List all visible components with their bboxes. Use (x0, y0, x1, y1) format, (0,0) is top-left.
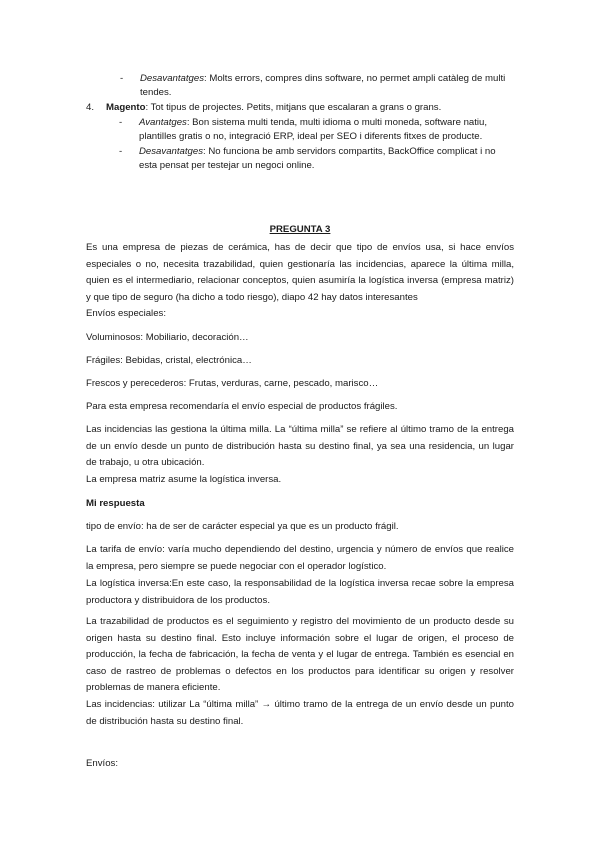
list-item-disadvantages (86, 72, 516, 100)
shipping-type-line: tipo de envío: ha de ser de carácter especial ya que es un producto frágil. (86, 521, 399, 532)
dash-bullet: - (119, 146, 123, 157)
magento-title: Magento (106, 102, 146, 113)
advantages-text: : Bon sistema multi tenda, multi idioma o multi moneda, software natiu, plantilles gratis o no, integració ERP, ideal per SEO i diferents fitxes de producte. (139, 117, 488, 142)
section-heading: PREGUNTA 3 (269, 224, 331, 235)
list-item-magento (86, 101, 516, 115)
voluminous-line: Voluminosos: Mobiliario, decoración… (86, 332, 249, 343)
recommendation-line: Para esta empresa recomendaría el envío especial de productos frágiles. (86, 401, 398, 412)
reverse-logistics-line: La empresa matriz asume la logística inversa. (86, 474, 282, 485)
magento-sublist (86, 116, 516, 173)
fresh-line: Frescos y perecederos: Frutas, verduras, carne, pescado, marisco… (86, 378, 379, 389)
special-shipments-label: Envíos especiales: (86, 308, 166, 319)
magento-text: : Tot tipus de projectes. Petits, mitjans que escalaran a grans o grans. (145, 102, 442, 113)
incidences-paragraph: Las incidencias las gestiona la última milla. La “última milla” se refiere al último tramo de la entrega de un envío desde un punto de distribución hasta su destino final, ya sea una residencia, un lugar de trabajo, u otra ubicación. (86, 424, 514, 468)
shipping-rate-paragraph: La tarifa de envío: varía mucho dependiendo del destino, urgencia y número de envíos que realice la empresa, pero siempre se puede negociar con el operador logístico. (86, 544, 514, 572)
fragile-line: Frágiles: Bebidas, cristal, electrónica… (86, 355, 252, 366)
incidences-answer-paragraph: Las incidencias: utilizar La “última milla” → último tramo de la entrega de un envío desde un punto de distribución hasta su destino final. (86, 699, 514, 727)
list-item-advantages (119, 116, 516, 144)
platforms-list (86, 72, 516, 174)
list-number: 4. (86, 102, 95, 113)
list-item-disadvantages-magento (119, 145, 516, 173)
disadvantages-label: Desavantatges (139, 146, 203, 157)
disadvantages-label: Desavantatges (140, 73, 204, 84)
dash-bullet: - (119, 117, 123, 128)
advantages-label: Avantatges (139, 117, 187, 128)
traceability-paragraph: La trazabilidad de productos es el seguimiento y registro del movimiento de un producto desde su origen hasta su destino final. Esto incluye información sobre el lugar de origen, el proceso de producción, la fecha de fabricación, la fecha de venta y el lugar de entrega. También es esencial en caso de rastreo de problemas o defectos en los productos para identificar su origen y resolver problemas de manera eficiente. (86, 616, 514, 693)
disadvantages-text: : No funciona be amb servidors compartits, BackOffice complicat i no esta pensat per testejar un negoci online. (139, 146, 496, 171)
dash-bullet: - (120, 73, 124, 84)
shipments-label: Envíos: (86, 758, 118, 769)
reverse-logistics-paragraph: La logística inversa:En este caso, la responsabilidad de la logística inversa recae sobre la empresa productora y distribuidora de los productos. (86, 578, 514, 606)
my-answer-heading: Mi respuesta (86, 498, 145, 509)
disadvantages-text: : Molts errors, compres dins software, no permet ampli catàleg de multi tendes. (140, 73, 506, 98)
intro-paragraph: Es una empresa de piezas de cerámica, has de decir que tipo de envíos usa, si hace envíos especiales o no, necesita trazabilidad, quien gestionaría las incidencias, aparece la última milla, quien es el intermediario, relacionar conceptos, quien asumiría la logística inversa (empresa matriz) y que tipo de seguro (ha dicho a todo riesgo), diapo 42 hay datos interesantes (86, 242, 514, 303)
